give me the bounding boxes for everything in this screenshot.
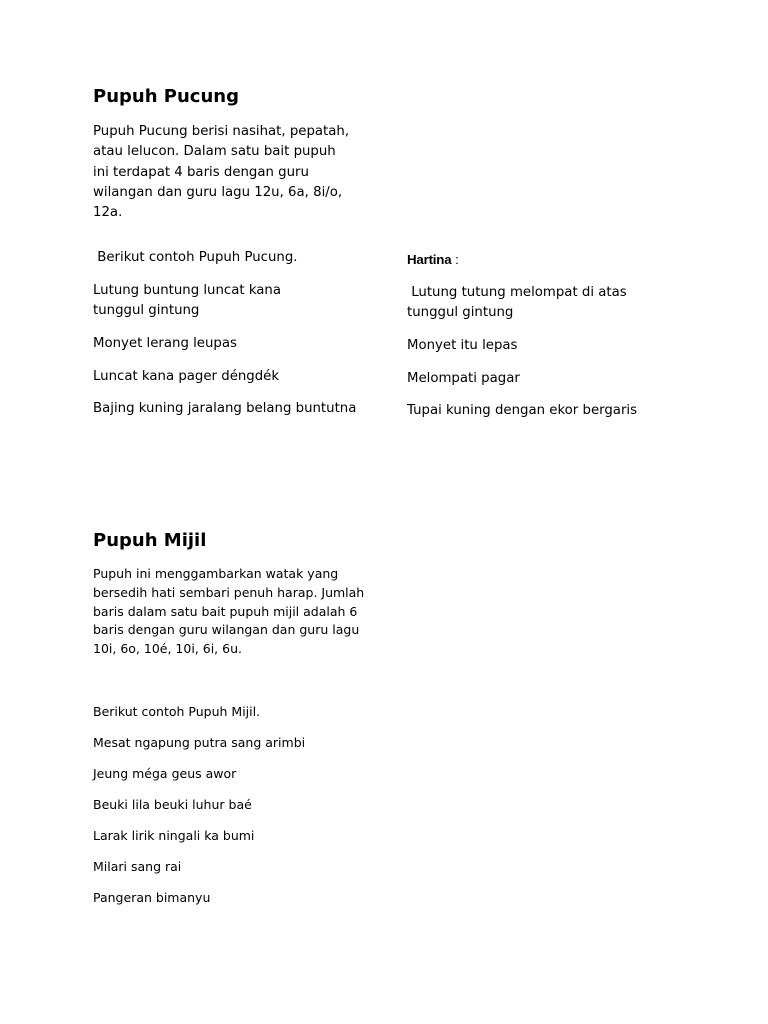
translation-line-3: Melompati pagar [407, 371, 520, 386]
pucung-line-4: Bajing kuning jaralang belang buntutna [93, 401, 357, 416]
mijil-description: Pupuh ini menggambarkan watak yang bersedih hati sembari penuh harap. Jumlah baris dalam satu bait pupuh mijil adalah 6 baris dengan guru wilangan dan guru lagu 10i, 6o, 10é, 10i, 6i, 6u. [93, 566, 365, 657]
pucung-example-intro: Berikut contoh Pupuh Pucung. [93, 250, 298, 265]
mijil-line-2: Jeung méga geus awor [93, 766, 237, 781]
mijil-line-1: Mesat ngapung putra sang arimbi [93, 735, 306, 750]
mijil-line-4: Larak lirik ningali ka bumi [93, 828, 255, 843]
translation-line-4: Tupai kuning dengan ekor bergaris [407, 403, 638, 418]
translation-colon: : [451, 252, 459, 267]
section-title-pucung: Pupuh Pucung [93, 86, 239, 107]
translation-heading [407, 250, 459, 270]
mijil-line-6: Pangeran bimanyu [93, 890, 211, 905]
pucung-line-2: Monyet lerang leupas [93, 336, 237, 351]
pucung-description: Pupuh Pucung berisi nasihat, pepatah, atau lelucon. Dalam satu bait pupuh ini terdapat 4 baris dengan guru wilangan dan guru lagu 12u, 6a, 8i/o, 12a. [93, 124, 350, 221]
mijil-line-3: Beuki lila beuki luhur baé [93, 797, 252, 812]
translation-line-1: Lutung tutung melompat di atas tunggul gintung [407, 285, 631, 320]
section-title-mijil: Pupuh Mijil [93, 530, 207, 551]
pucung-line-3: Luncat kana pager déngdék [93, 369, 280, 384]
translation-label: Hartina [407, 252, 452, 267]
translation-line-2: Monyet itu lepas [407, 338, 518, 353]
mijil-line-5: Milari sang rai [93, 859, 182, 874]
pucung-line-1: Lutung buntung luncat kana tunggul gintung [93, 283, 282, 318]
mijil-example-intro: Berikut contoh Pupuh Mijil. [93, 704, 261, 719]
